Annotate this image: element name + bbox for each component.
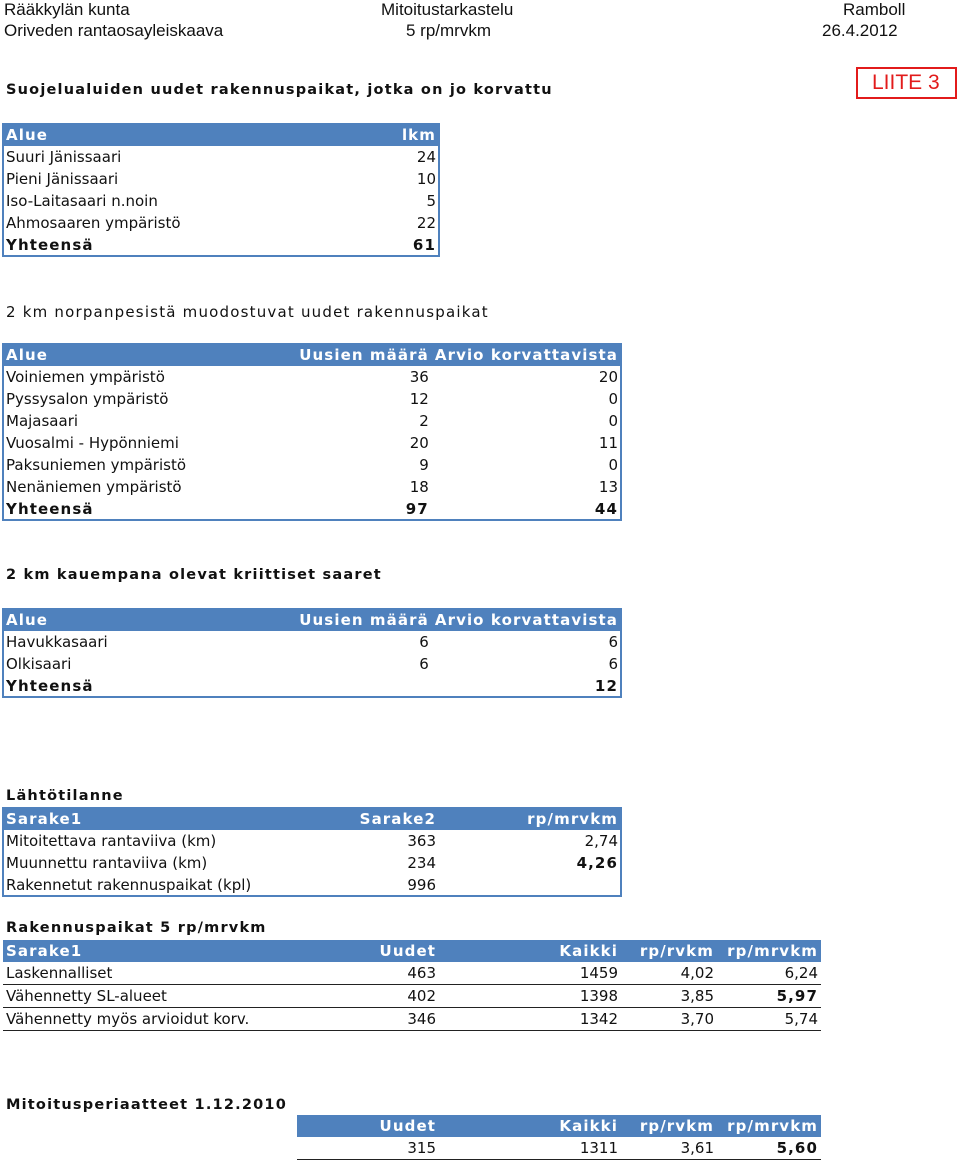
- cell: Majasaari: [6, 412, 79, 430]
- section6-title: Mitoitusperiaatteet 1.12.2010: [6, 1097, 288, 1113]
- column-header: Arvio korvattavista: [432, 609, 621, 631]
- cell: 346: [303, 1008, 439, 1031]
- total-row: [3, 675, 621, 697]
- cell: 5,97: [717, 985, 821, 1008]
- cell: 22: [416, 214, 436, 232]
- cell: 363: [407, 832, 436, 850]
- cell: 5,74: [717, 1008, 821, 1031]
- section5-title: Rakennuspaikat 5 rp/mrvkm: [6, 920, 267, 936]
- table-header-row: [3, 808, 621, 830]
- header-density: 5 rp/mrvkm: [406, 21, 491, 40]
- cell: 1398: [439, 985, 621, 1008]
- column-header: Alue: [3, 124, 303, 146]
- column-header: Uudet: [303, 1115, 439, 1137]
- table-row: [3, 190, 439, 212]
- section6-table: [297, 1115, 821, 1160]
- cell: Pieni Jänissaari: [6, 170, 119, 188]
- section4-title: Lähtötilanne: [6, 788, 124, 804]
- table-row: [3, 388, 621, 410]
- cell: 3,61: [621, 1137, 717, 1160]
- header-plan-name: Oriveden rantaosayleiskaava: [4, 21, 224, 40]
- cell: Voiniemen ympäristö: [6, 368, 165, 386]
- cell: 9: [419, 456, 429, 474]
- cell: 13: [598, 478, 618, 496]
- column-header: Kaikki: [439, 940, 621, 962]
- cell: 402: [303, 985, 439, 1008]
- cell: 996: [407, 876, 436, 894]
- total-label: Yhteensä: [6, 236, 94, 254]
- section1-table: [3, 124, 439, 256]
- cell: 1311: [439, 1137, 621, 1160]
- cell: Nenäniemen ympäristö: [6, 478, 182, 496]
- cell: 6: [419, 655, 429, 673]
- column-header: Alue: [3, 344, 249, 366]
- section2-table: [3, 344, 621, 520]
- cell: 2,74: [584, 832, 618, 850]
- cell: 5: [426, 192, 436, 210]
- cell: 4,26: [576, 854, 618, 872]
- cell: 24: [416, 148, 436, 166]
- table-row: [3, 212, 439, 234]
- total-value: 61: [412, 236, 436, 254]
- header-company: Ramboll: [843, 0, 906, 19]
- cell: 20: [409, 434, 429, 452]
- column-header: Uusien määrä: [249, 344, 432, 366]
- table-row: [3, 146, 439, 168]
- cell: 315: [303, 1137, 439, 1160]
- header-report-title: Mitoitustarkastelu: [381, 0, 514, 19]
- cell: 1342: [439, 1008, 621, 1031]
- column-header: rp/rvkm: [621, 940, 717, 962]
- table-row: [3, 432, 621, 454]
- cell: 6: [608, 655, 618, 673]
- cell: 3,70: [621, 1008, 717, 1031]
- total-value: 97: [405, 500, 429, 518]
- cell: 0: [608, 456, 618, 474]
- cell: 3,85: [621, 985, 717, 1008]
- table-header-row: [3, 609, 621, 631]
- cell: 6: [419, 633, 429, 651]
- cell: 20: [598, 368, 618, 386]
- cell: Ahmosaaren ympäristö: [6, 214, 181, 232]
- column-header: Kaikki: [439, 1115, 621, 1137]
- header-municipality: Rääkkylän kunta: [4, 0, 130, 19]
- total-value: [248, 675, 432, 697]
- column-header: lkm: [303, 124, 439, 146]
- cell: 6: [608, 633, 618, 651]
- column-header: Sarake1: [3, 808, 303, 830]
- column-header: rp/mrvkm: [439, 808, 621, 830]
- column-header: rp/mrvkm: [717, 1115, 821, 1137]
- section2-title: 2 km norpanpesistä muodostuvat uudet rakennuspaikat: [6, 303, 489, 321]
- cell: 1459: [439, 962, 621, 985]
- cell: Pyssysalon ympäristö: [6, 390, 169, 408]
- cell: 234: [407, 854, 436, 872]
- table-row: [3, 410, 621, 432]
- table-row: [3, 366, 621, 388]
- cell: 36: [409, 368, 429, 386]
- column-header: Sarake2: [303, 808, 439, 830]
- cell: Laskennalliset: [3, 962, 303, 985]
- cell: Olkisaari: [6, 655, 72, 673]
- table-row: [3, 653, 621, 675]
- table-row: [3, 631, 621, 653]
- table-row: [3, 852, 621, 874]
- cell: Muunnettu rantaviiva (km): [6, 854, 208, 872]
- cell: 10: [416, 170, 436, 188]
- cell: Vähennetty SL-alueet: [3, 985, 303, 1008]
- cell: Iso-Laitasaari n.noin: [6, 192, 158, 210]
- table-row: [3, 962, 821, 985]
- table-row: [297, 1137, 821, 1160]
- column-header: rp/rvkm: [621, 1115, 717, 1137]
- section3-table: [3, 609, 621, 697]
- table-row: [3, 874, 621, 896]
- section4-table: [3, 808, 621, 896]
- table-row: [3, 168, 439, 190]
- cell: 6,24: [717, 962, 821, 985]
- cell: 4,02: [621, 962, 717, 985]
- cell: Vähennetty myös arvioidut korv.: [3, 1008, 303, 1031]
- total-label: Yhteensä: [6, 500, 94, 518]
- section1-title: Suojelualuiden uudet rakennuspaikat, jotka on jo korvattu: [6, 82, 553, 98]
- total-value: 12: [594, 677, 618, 695]
- cell: 12: [409, 390, 429, 408]
- table-row: [3, 454, 621, 476]
- column-header: Alue: [3, 609, 248, 631]
- cell: [439, 874, 621, 896]
- header-date: 26.4.2012: [822, 21, 898, 40]
- column-header: Uusien määrä: [248, 609, 432, 631]
- column-header: rp/mrvkm: [717, 940, 821, 962]
- cell: Paksuniemen ympäristö: [6, 456, 186, 474]
- cell: 0: [608, 412, 618, 430]
- table-row: [3, 985, 821, 1008]
- column-header: Sarake1: [3, 940, 303, 962]
- cell: 463: [303, 962, 439, 985]
- total-row: [3, 498, 621, 520]
- cell: 18: [409, 478, 429, 496]
- table-row: [3, 1008, 821, 1031]
- cell: Rakennetut rakennuspaikat (kpl): [6, 876, 252, 894]
- cell: Havukkasaari: [6, 633, 108, 651]
- section3-title: 2 km kauempana olevat kriittiset saaret: [6, 567, 382, 583]
- cell: 2: [419, 412, 429, 430]
- table-header-row: [3, 940, 821, 962]
- total-label: Yhteensä: [6, 677, 94, 695]
- table-row: [3, 830, 621, 852]
- cell: 0: [608, 390, 618, 408]
- cell: Vuosalmi - Hypönniemi: [6, 434, 179, 452]
- column-header: Uudet: [303, 940, 439, 962]
- table-row: [3, 476, 621, 498]
- column-header: Arvio korvattavista: [432, 344, 621, 366]
- section5-table: [3, 940, 821, 1031]
- total-value: 44: [594, 500, 618, 518]
- cell: Mitoitettava rantaviiva (km): [6, 832, 217, 850]
- total-row: [3, 234, 439, 256]
- table-header-row: [297, 1115, 821, 1137]
- cell: 11: [598, 434, 618, 452]
- table-header-row: [3, 124, 439, 146]
- table-header-row: [3, 344, 621, 366]
- cell: Suuri Jänissaari: [6, 148, 122, 166]
- appendix-badge: LIITE 3: [856, 67, 957, 99]
- cell: 5,60: [717, 1137, 821, 1160]
